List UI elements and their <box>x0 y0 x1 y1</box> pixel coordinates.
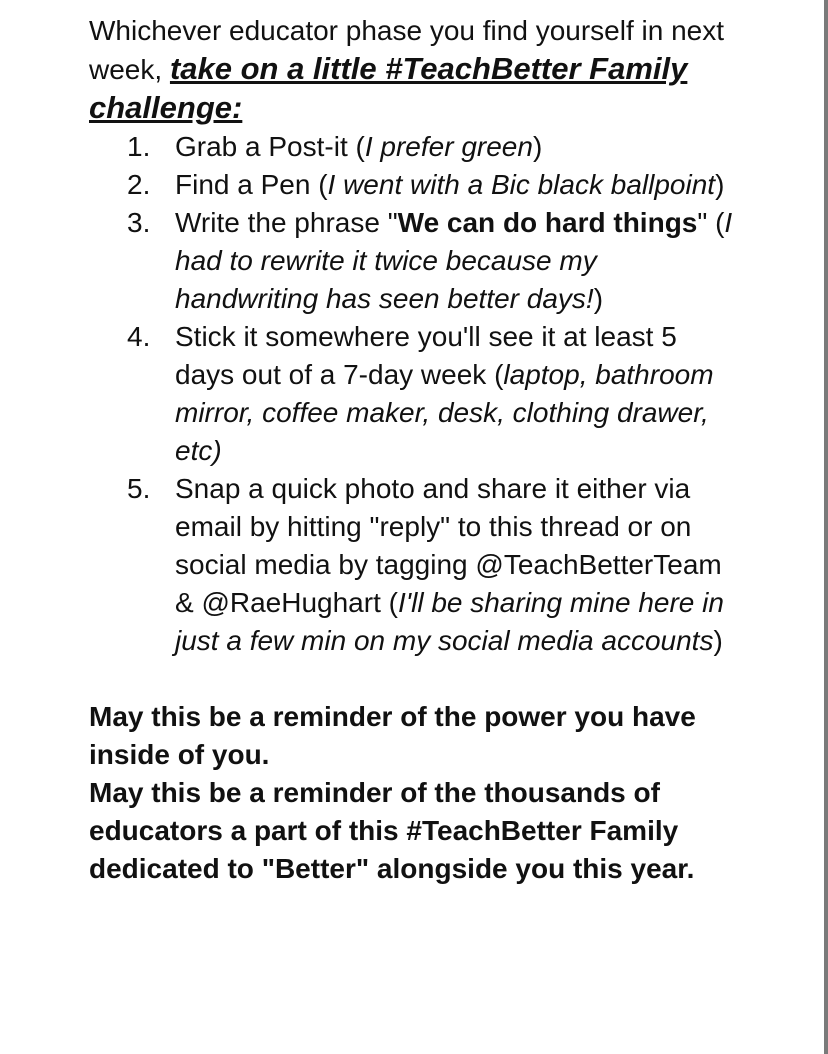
step-number: 4. <box>127 321 151 352</box>
step-tail: ) <box>593 283 604 314</box>
list-item <box>89 166 739 204</box>
step-tail: ) <box>532 131 543 162</box>
challenge-steps-list <box>89 128 739 660</box>
step-note: I'll be sharing mine here in just a few min on my social media accounts <box>175 587 724 656</box>
closing-line-family: May this be a reminder of the thousands of educators a part of this #TeachBetter Family dedicated to "Better" alongside you this year. <box>89 777 695 884</box>
paragraph-spacer <box>89 660 739 698</box>
list-item <box>89 204 739 318</box>
page-edge-divider <box>824 0 828 1054</box>
step-text: Write the phrase " <box>175 207 398 238</box>
list-item <box>89 318 739 470</box>
step-number: 3. <box>127 207 151 238</box>
challenge-heading: take on a little #TeachBetter Family challenge: <box>89 51 688 125</box>
step-number: 1. <box>127 131 151 162</box>
closing-line-power: May this be a reminder of the power you have inside of you. <box>89 701 696 770</box>
list-item <box>89 470 739 660</box>
step-number: 2. <box>127 169 151 200</box>
document-body <box>89 12 739 888</box>
intro-lead: Whichever educator phase you find yourself in next week, <box>89 15 725 85</box>
step-text: Find a Pen ( <box>175 169 328 200</box>
intro-paragraph <box>89 12 739 128</box>
step-text: Stick it somewhere you'll see it at least 5 days out of a 7-day week ( <box>175 321 677 390</box>
step-note: I had to rewrite it twice because my handwriting has seen better days! <box>175 207 733 314</box>
step-note: I went with a Bic black ballpoint <box>327 169 716 200</box>
step-text: Grab a Post-it ( <box>175 131 365 162</box>
step-number: 5. <box>127 473 151 504</box>
step-note: I prefer green <box>364 131 533 162</box>
step-note: laptop, bathroom mirror, coffee maker, desk, clothing drawer, etc) <box>175 359 714 466</box>
step-tail: ) <box>713 625 723 656</box>
step-phrase: We can do hard things <box>397 207 698 238</box>
step-text: Snap a quick photo and share it either via email by hitting "reply" to this thread or on social media by tagging @TeachBetterTeam & @RaeHughart ( <box>175 473 722 618</box>
step-mid: " ( <box>697 207 725 238</box>
step-tail: ) <box>715 169 725 200</box>
list-item <box>89 128 739 166</box>
